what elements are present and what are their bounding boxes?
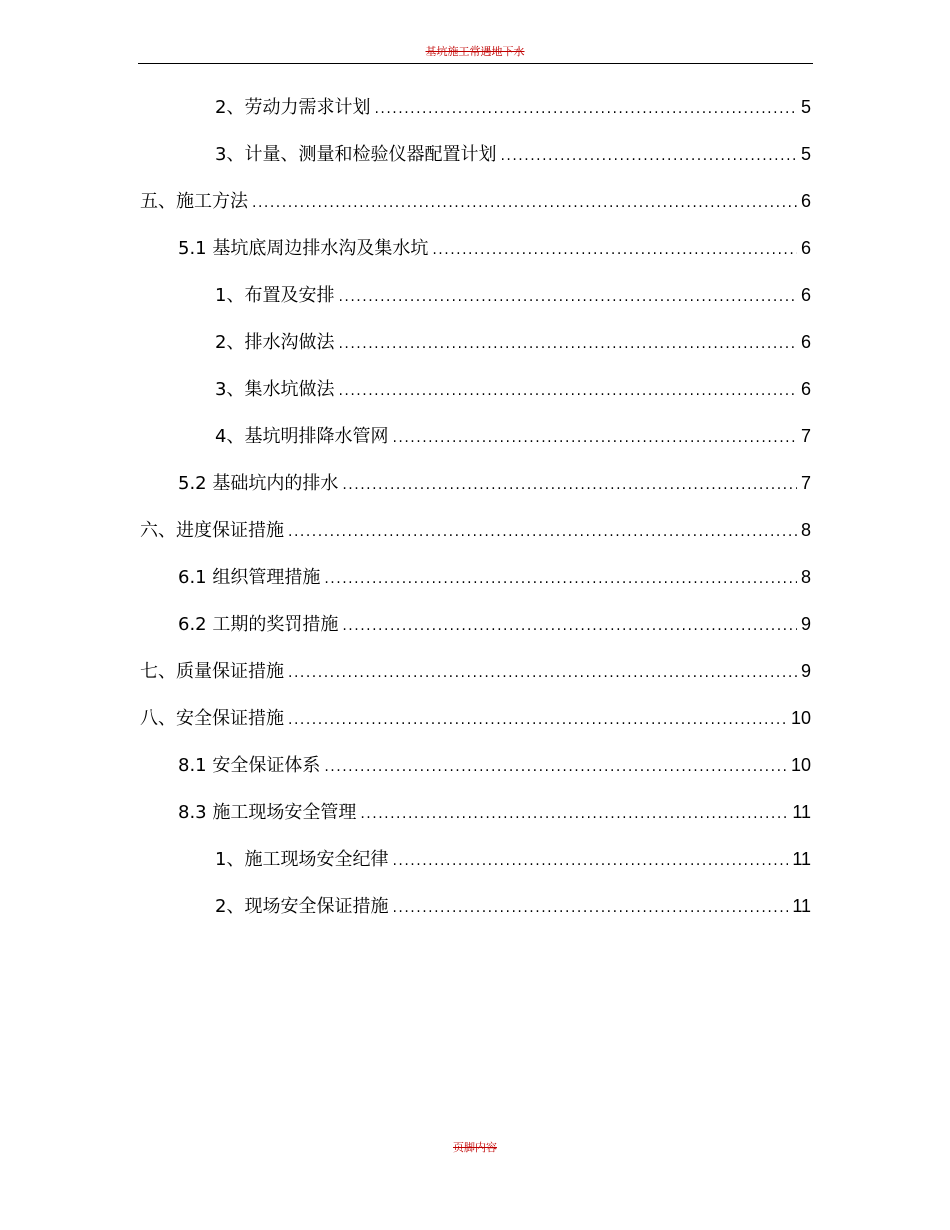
toc-entry[interactable] bbox=[140, 705, 811, 731]
toc-entry-label: 六、进度保证措施 bbox=[140, 520, 284, 541]
toc-leader bbox=[360, 801, 788, 827]
toc-entry[interactable] bbox=[215, 329, 811, 355]
toc-leader bbox=[324, 566, 797, 592]
toc-leader bbox=[288, 707, 787, 733]
toc-entry-label: 五、施工方法 bbox=[140, 191, 248, 212]
toc-entry[interactable] bbox=[178, 470, 811, 496]
toc-entry-page: 10 bbox=[790, 708, 811, 728]
toc-entry-label: 八、安全保证措施 bbox=[140, 708, 284, 729]
toc-entry-label: 3、计量、测量和检验仪器配置计划 bbox=[215, 144, 497, 165]
toc-entry-label: 5.1 基坑底周边排水沟及集水坑 bbox=[178, 238, 429, 259]
toc-entry-label: 8.1 安全保证体系 bbox=[178, 755, 321, 776]
toc-entry-page: 9 bbox=[800, 661, 811, 681]
toc-entry-page: 11 bbox=[792, 849, 811, 869]
toc-entry-label: 七、质量保证措施 bbox=[140, 661, 284, 682]
toc-entry[interactable] bbox=[178, 564, 811, 590]
toc-leader bbox=[338, 378, 797, 404]
toc-entry[interactable] bbox=[178, 611, 811, 637]
toc-entry-page: 5 bbox=[800, 97, 811, 117]
toc-leader bbox=[432, 237, 797, 263]
toc-entry[interactable] bbox=[215, 282, 811, 308]
toc-entry[interactable] bbox=[215, 141, 811, 167]
toc-entry-page: 7 bbox=[800, 473, 811, 493]
toc-entry[interactable] bbox=[140, 188, 811, 214]
toc-entry[interactable] bbox=[178, 235, 811, 261]
toc-leader bbox=[342, 472, 797, 498]
toc-entry-page: 7 bbox=[800, 426, 811, 446]
toc-entry-label: 2、现场安全保证措施 bbox=[215, 896, 389, 917]
toc-entry[interactable] bbox=[178, 799, 811, 825]
toc-entry-label: 1、布置及安排 bbox=[215, 285, 335, 306]
page-header: 基坑施工常遇地下水 bbox=[425, 45, 525, 58]
toc-entry-label: 4、基坑明排降水管网 bbox=[215, 426, 389, 447]
toc-leader bbox=[288, 660, 797, 686]
toc-entry-page: 6 bbox=[800, 238, 811, 258]
toc-entry[interactable] bbox=[140, 658, 811, 684]
toc-entry-label: 6.2 工期的奖罚措施 bbox=[178, 614, 339, 635]
toc-entry[interactable] bbox=[215, 94, 811, 120]
toc-leader bbox=[338, 284, 797, 310]
toc-entry-page: 8 bbox=[800, 567, 811, 587]
toc-entry-page: 9 bbox=[800, 614, 811, 634]
toc-entry-page: 11 bbox=[792, 896, 811, 916]
toc-entry[interactable] bbox=[178, 752, 811, 778]
toc-entry-label: 5.2 基础坑内的排水 bbox=[178, 473, 339, 494]
header-rule bbox=[138, 63, 813, 64]
toc-entry-page: 5 bbox=[800, 144, 811, 164]
toc-entry-page: 6 bbox=[800, 332, 811, 352]
toc-entry-page: 6 bbox=[800, 191, 811, 211]
toc-entry[interactable] bbox=[215, 893, 811, 919]
toc-leader bbox=[338, 331, 797, 357]
toc-entry[interactable] bbox=[215, 423, 811, 449]
toc-entry-label: 6.1 组织管理措施 bbox=[178, 567, 321, 588]
page-footer: 页脚内容 bbox=[453, 1141, 497, 1154]
toc-leader bbox=[392, 425, 797, 451]
toc-entry-page: 11 bbox=[792, 802, 811, 822]
toc-entry-page: 8 bbox=[800, 520, 811, 540]
toc-leader bbox=[392, 895, 788, 921]
toc-leader bbox=[324, 754, 787, 780]
toc-entry-label: 1、施工现场安全纪律 bbox=[215, 849, 389, 870]
toc-leader bbox=[500, 143, 797, 169]
toc-entry[interactable] bbox=[215, 376, 811, 402]
toc-leader bbox=[288, 519, 797, 545]
toc-entry-label: 2、排水沟做法 bbox=[215, 332, 335, 353]
toc-leader bbox=[252, 190, 797, 216]
toc-leader bbox=[374, 96, 797, 122]
toc-entry-page: 10 bbox=[790, 755, 811, 775]
toc-entry[interactable] bbox=[215, 846, 811, 872]
toc-entry-page: 6 bbox=[800, 285, 811, 305]
toc-leader bbox=[392, 848, 788, 874]
toc-entry-label: 3、集水坑做法 bbox=[215, 379, 335, 400]
toc-entry-label: 2、劳动力需求计划 bbox=[215, 97, 371, 118]
toc-entry-label: 8.3 施工现场安全管理 bbox=[178, 802, 357, 823]
toc-entry[interactable] bbox=[140, 517, 811, 543]
toc-leader bbox=[342, 613, 797, 639]
toc-entry-page: 6 bbox=[800, 379, 811, 399]
